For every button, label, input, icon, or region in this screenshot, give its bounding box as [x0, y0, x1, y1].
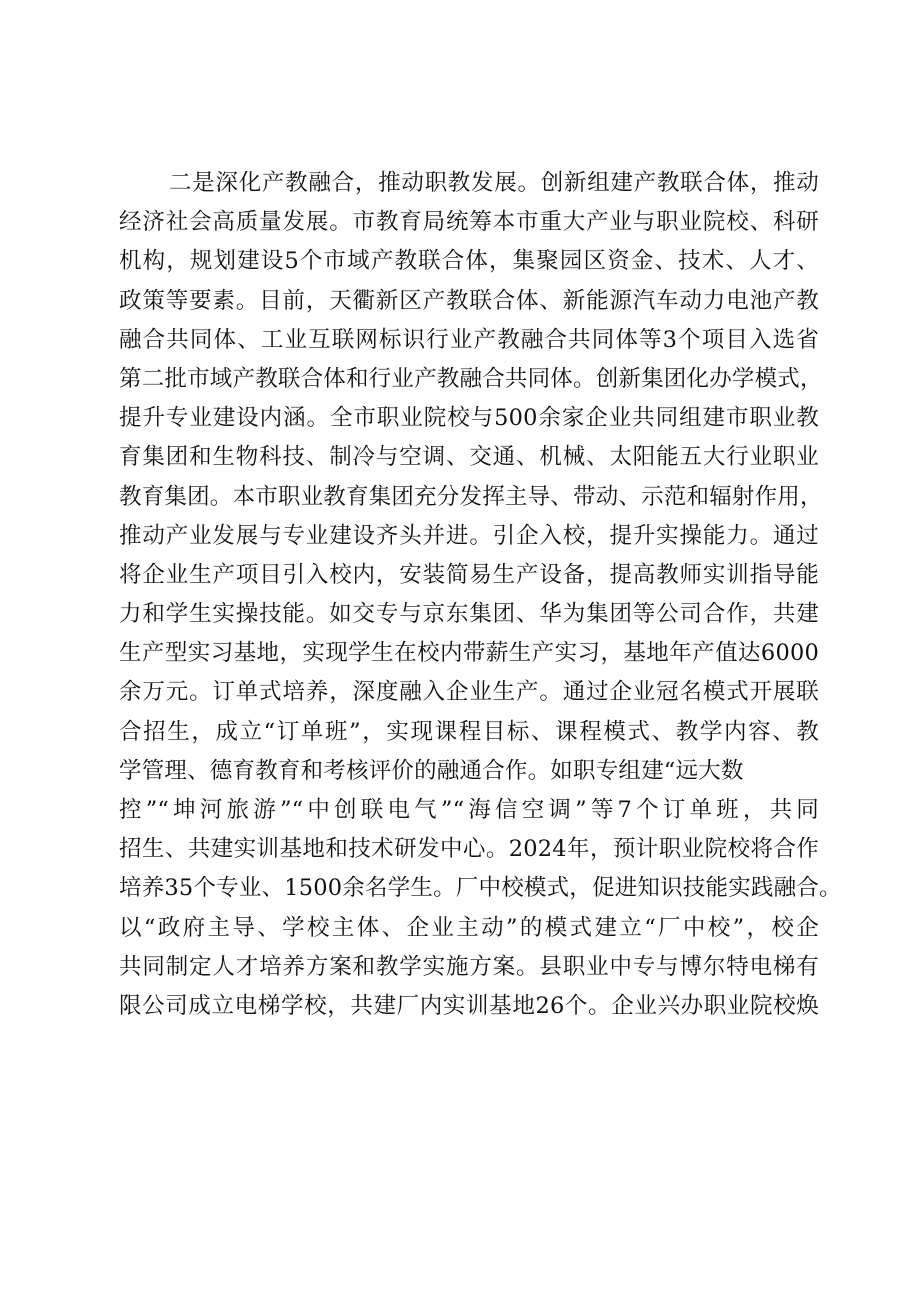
paragraph-line: 第二批市域产教联合体和行业产教融合共同体。创新集团化办学模式，: [119, 365, 823, 392]
paragraph-line: 政策等要素。目前，天衢新区产教联合体、新能源汽车动力电池产教: [119, 287, 819, 314]
paragraph-line: 推动产业发展与专业建设齐头并进。引企入校，提升实操能力。通过: [119, 522, 819, 549]
paragraph-line: 余万元。订单式培养，深度融入企业生产。通过企业冠名模式开展联: [119, 679, 819, 706]
paragraph-line: 将企业生产项目引入校内，安装简易生产设备，提高教师实训指导能: [119, 561, 819, 588]
paragraph-line: 生产型实习基地，实现学生在校内带薪生产实习，基地年产值达6000: [119, 640, 819, 667]
paragraph-line: 教育集团。本市职业教育集团充分发挥主导、带动、示范和辐射作用，: [119, 483, 823, 510]
paragraph-line: 融合共同体、工业互联网标识行业产教融合共同体等3个项目入选省: [119, 326, 819, 353]
paragraph-line: 经济社会高质量发展。市教育局统筹本市重大产业与职业院校、科研: [119, 209, 819, 236]
paragraph-line: 二是深化产教融合，推动职教发展。创新组建产教联合体，推动: [169, 170, 819, 196]
paragraph-line: 培养35个专业、1500余名学生。厂中校模式，促进知识技能实践融合。: [119, 875, 842, 902]
paragraph-line: 学管理、德育教育和考核评价的融通合作。如职专组建“远大数: [119, 757, 744, 784]
paragraph-line: 力和学生实操技能。如交专与京东集团、华为集团等公司合作，共建: [119, 601, 819, 628]
paragraph-line: 机构，规划建设5个市域产教联合体，集聚园区资金、技术、人才、: [119, 248, 819, 275]
paragraph-line: 合招生，成立“订单班”，实现课程目标、课程模式、教学内容、教: [119, 718, 819, 745]
paragraph-line: 共同制定人才培养方案和教学实施方案。县职业中专与博尔特电梯有: [119, 953, 819, 980]
paragraph-line: 提升专业建设内涵。全市职业院校与500余家企业共同组建市职业教: [119, 405, 819, 432]
paragraph-line: 限公司成立电梯学校，共建厂内实训基地26个。企业兴办职业院校焕: [119, 992, 819, 1019]
paragraph-line: 招生、共建实训基地和技术研发中心。2024年，预计职业院校将合作: [119, 836, 819, 863]
body-paragraph: [119, 164, 842, 1026]
paragraph-line: 育集团和生物科技、制冷与空调、交通、机械、太阳能五大行业职业: [119, 444, 819, 471]
paragraph-line: 以“政府主导、学校主体、企业主动”的模式建立“厂中校”，校企: [119, 914, 819, 941]
paragraph-line: 控”“坤河旅游”“中创联电气”“海信空调”等7个订单班，共同: [119, 797, 819, 823]
